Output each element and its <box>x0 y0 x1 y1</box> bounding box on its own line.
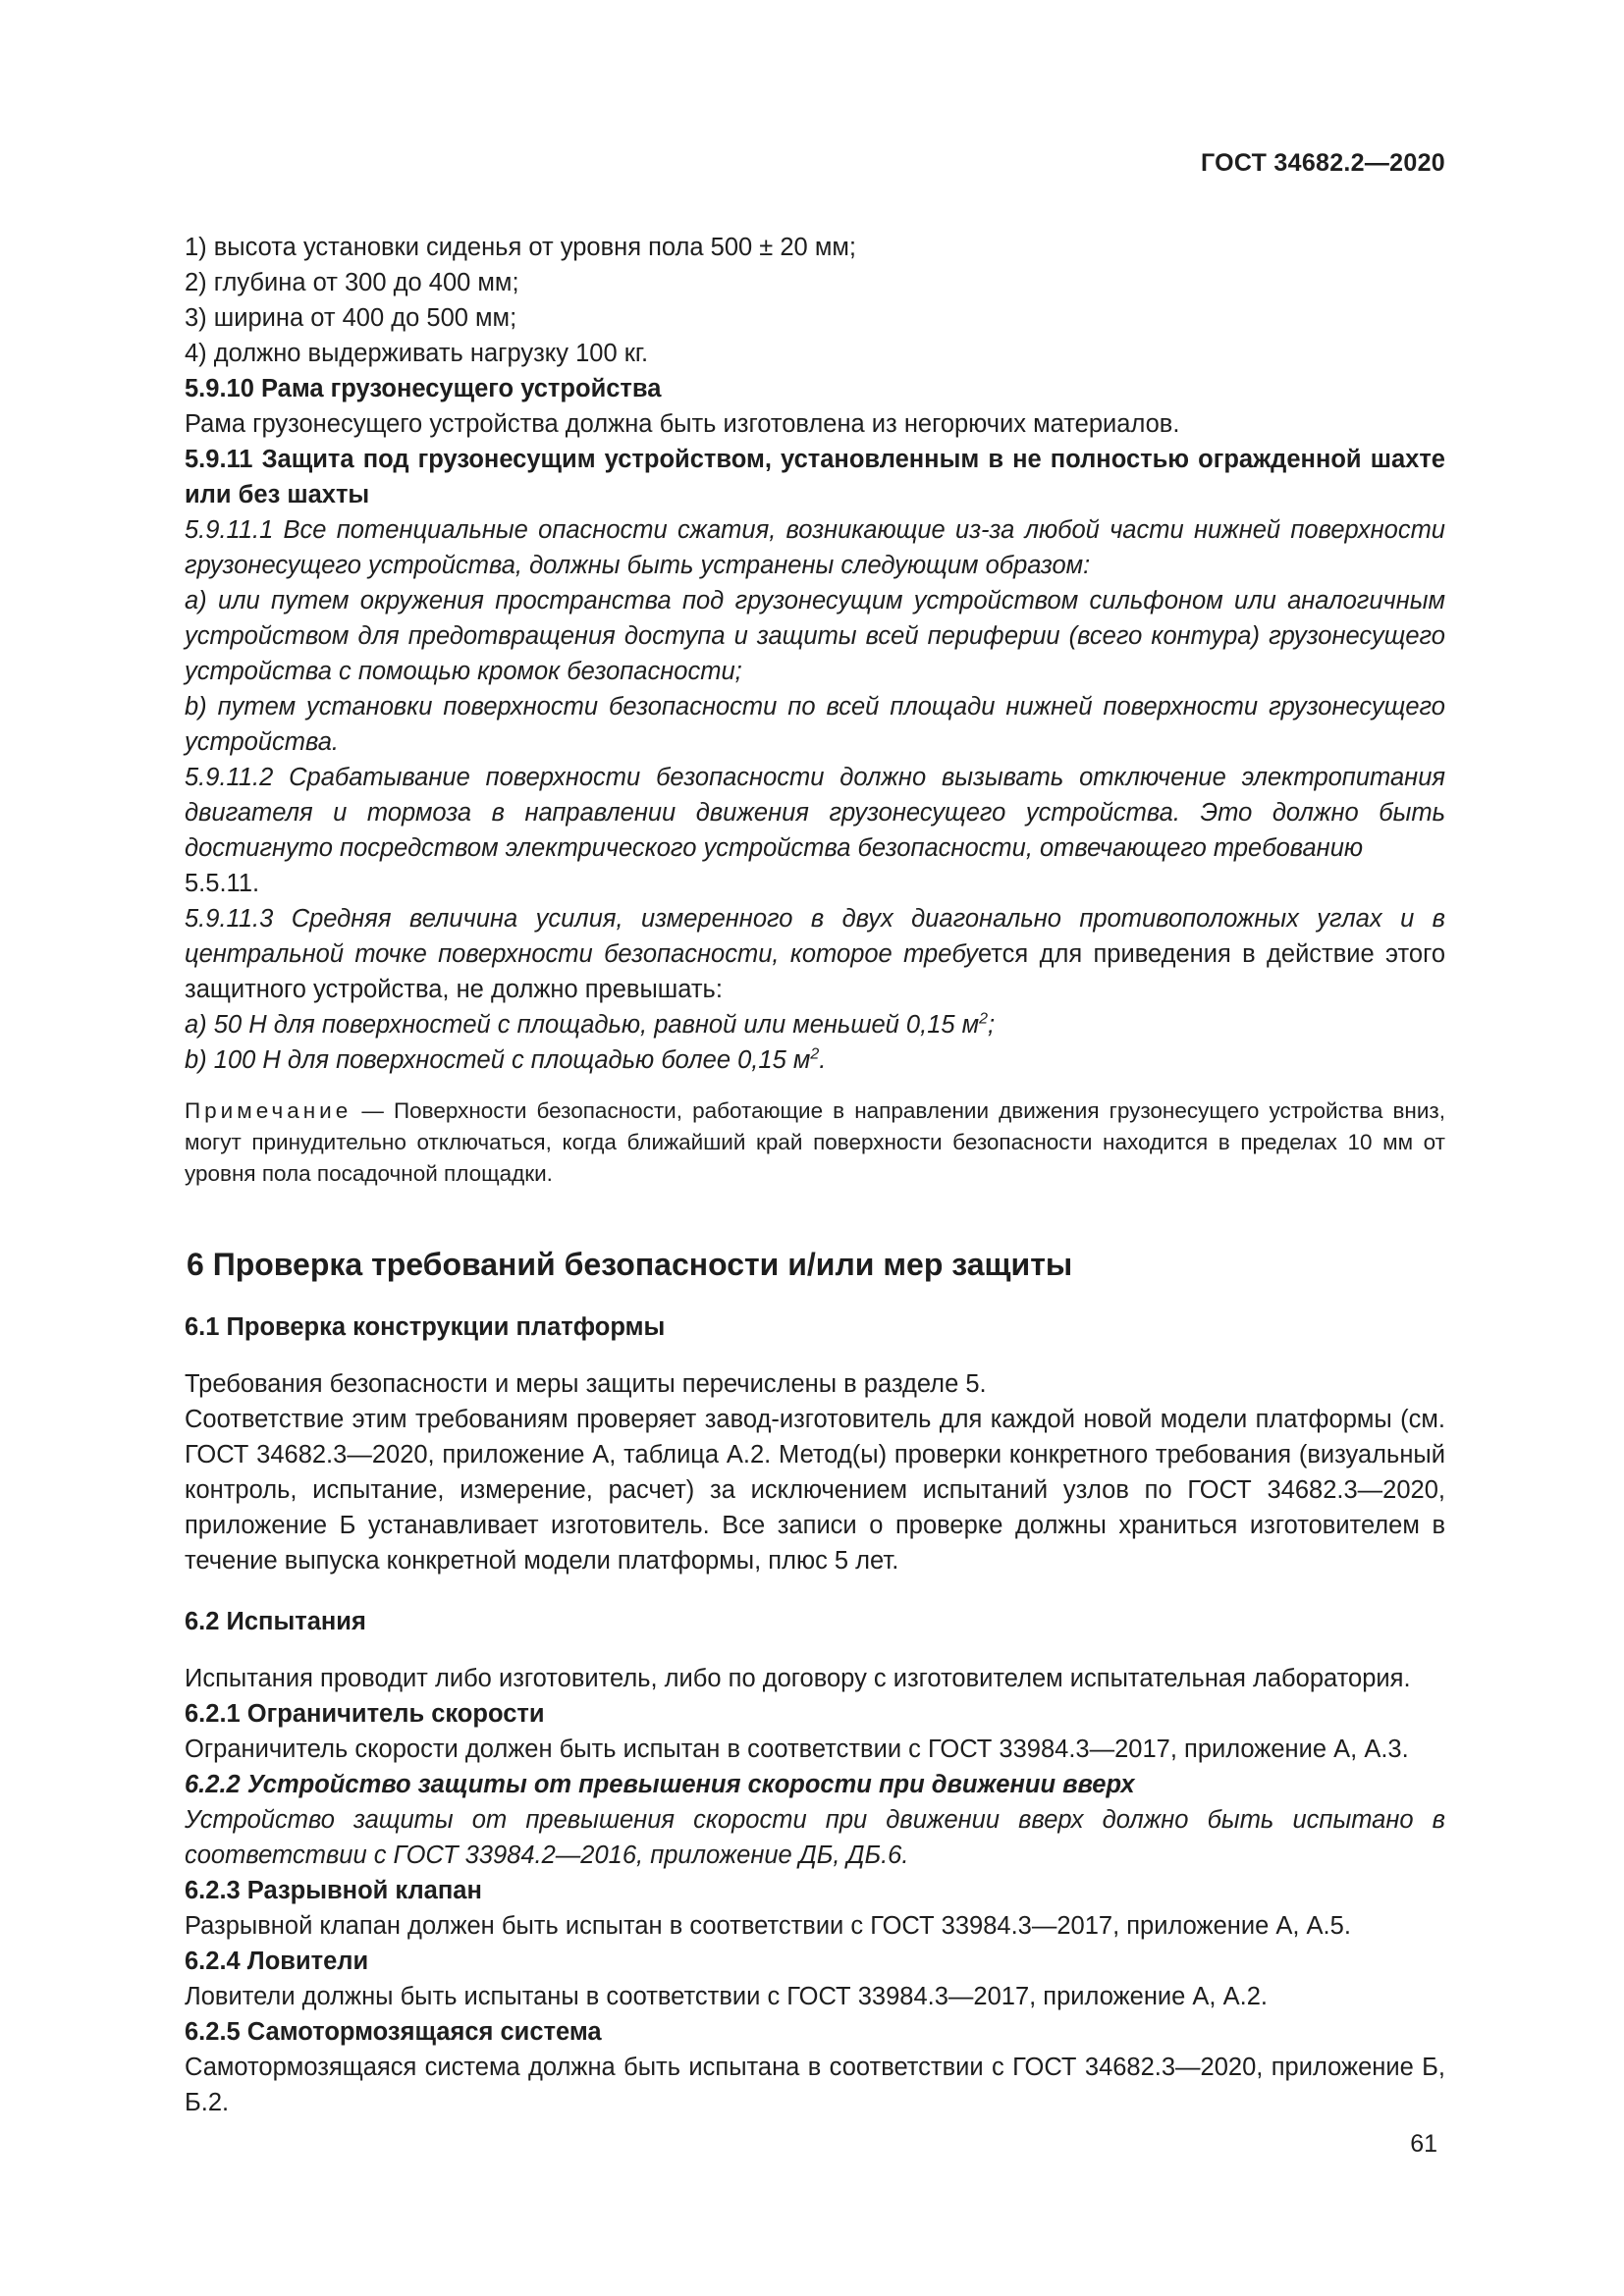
heading-6-2-2: 6.2.2 Устройство защиты от превышения скорости при движении вверх <box>185 1771 1135 1798</box>
paragraph-5-9-11-3 <box>185 901 1445 1007</box>
seat-list-item-1: 1) высота установки сиденья от уровня пола 500 ± 20 мм; <box>185 234 856 261</box>
note-paragraph <box>185 1095 1445 1190</box>
text-6-2-3: Разрывной клапан должен быть испытан в соответствии с ГОСТ 33984.3—2017, приложение А, А.5. <box>185 1912 1351 1940</box>
heading-6-2: 6.2 Испытания <box>185 1608 366 1635</box>
text-5-9-10: Рама грузонесущего устройства должна быть изготовлена из негорючих материалов. <box>185 410 1180 438</box>
text-6-2-1: Ограничитель скорости должен быть испытан в соответствии с ГОСТ 33984.3—2017, приложение А, А.3. <box>185 1735 1409 1763</box>
heading-6-1: 6.1 Проверка конструкции платформы <box>185 1313 666 1341</box>
force-b-end: . <box>819 1046 827 1074</box>
seat-list-item-4: 4) должно выдерживать нагрузку 100 кг. <box>185 340 649 367</box>
text-6-2-5: Самотормозящаяся система должна быть испытана в соответствии с ГОСТ 34682.3—2020, приложение Б, Б.2. <box>185 2054 1445 2116</box>
heading-6-2-5: 6.2.5 Самотормозящаяся система <box>185 2018 602 2046</box>
force-list-item-a <box>185 1007 1445 1042</box>
text-6-2-2: Устройство защиты от превышения скорости при движении вверх должно быть испытано в соответствии с ГОСТ 33984.2—2016, приложение ДБ, ДБ.6. <box>185 1806 1445 1869</box>
force-b-text: b) 100 Н для поверхностей с площадью более 0,15 м <box>185 1046 811 1074</box>
seat-list-item-2: 2) глубина от 300 до 400 мм; <box>185 269 519 296</box>
text-6-2-p1: Испытания проводит либо изготовитель, либо по договору с изготовителем испытательная лаборатория. <box>185 1665 1411 1692</box>
text-6-1-p1: Требования безопасности и меры защиты перечислены в разделе 5. <box>185 1370 987 1398</box>
force-a-text: a) 50 Н для поверхностей с площадью, равной или меньшей 0,15 м <box>185 1011 980 1039</box>
heading-5-9-11: 5.9.11 Защита под грузонесущим устройством, установленным в не полностью огражденной шахте или без шахты <box>185 446 1445 508</box>
page-number: 61 <box>1410 2130 1437 2158</box>
force-a-end: ; <box>988 1011 996 1039</box>
heading-6-2-4: 6.2.4 Ловители <box>185 1948 369 1975</box>
paragraph-5-9-11-3-plain: ется для приведения в действие этого защитного устройства, не должно превышать: <box>185 940 1446 1003</box>
text-6-2-4: Ловители должны быть испытаны в соответствии с ГОСТ 33984.3—2017, приложение А, А.2. <box>185 1983 1268 2010</box>
heading-6-2-3: 6.2.3 Разрывной клапан <box>185 1877 482 1904</box>
force-a-sup: 2 <box>979 1010 989 1028</box>
force-list-item-b <box>185 1042 1445 1078</box>
paragraph-5-9-11-2: 5.9.11.2 Срабатывание поверхности безопасности должно вызывать отключение электропитания двигателя и тормоза в направлении движения грузонесущего устройства. Это должно быть достигнуто посредством электрического устройства безопасности, отвечающего требованию <box>185 764 1445 862</box>
note-label: Примечание <box>185 1098 352 1123</box>
text-6-1-p2: Соответствие этим требованиям проверяет завод-изготовитель для каждой новой модели платформы (см. ГОСТ 34682.3—2020, приложение А, таблица А.2. Метод(ы) проверки конкретного требования (визуальный контроль, испытание, измерение, расчет) за исключением испытаний узлов по ГОСТ 34682.3—2020, приложение Б устанавливает изготовитель. Все записи о проверке должны храниться изготовителем в течение выпуска конкретной модели платформы, плюс 5 лет. <box>185 1406 1445 1575</box>
paragraph-5-9-11-1: 5.9.11.1 Все потенциальные опасности сжатия, возникающие из-за любой части нижней поверхности грузонесущего устройства, должны быть устранены следующим образом: <box>185 516 1445 579</box>
list-item-b-safety-surface: b) путем установки поверхности безопасности по всей площади нижней поверхности грузонесущего устройства. <box>185 693 1445 756</box>
seat-list-item-3: 3) ширина от 400 до 500 мм; <box>185 304 517 332</box>
paragraph-5-9-11-3-italic: 5.9.11.3 Средняя величина усилия, измеренного в двух диагонально противоположных углах и в центральной точке поверхности безопасности, которое требу <box>185 905 1445 968</box>
paragraph-5-9-11-2-ref: 5.5.11. <box>185 870 260 897</box>
heading-6-2-1: 6.2.1 Ограничитель скорости <box>185 1700 545 1728</box>
heading-5-9-10: 5.9.10 Рама грузонесущего устройства <box>185 375 662 402</box>
document-code-header: ГОСТ 34682.2—2020 <box>1200 149 1445 177</box>
section-6-title: 6 Проверка требований безопасности и/или мер защиты <box>187 1247 1073 1282</box>
page-content <box>185 230 1445 2120</box>
list-item-a-bellows: a) или путем окружения пространства под грузонесущим устройством сильфоном или аналогичным устройством для предотвращения доступа и защиты всей периферии (всего контура) грузонесущего устройства с помощью кромок безопасности; <box>185 587 1445 685</box>
force-b-sup: 2 <box>810 1045 820 1063</box>
note-text: — Поверхности безопасности, работающие в направлении движения грузонесущего устройства вниз, могут принудительно отключаться, когда ближайший край поверхности безопасности находится в пределах 10 мм от уровня пола посадочной площадки. <box>185 1098 1445 1186</box>
